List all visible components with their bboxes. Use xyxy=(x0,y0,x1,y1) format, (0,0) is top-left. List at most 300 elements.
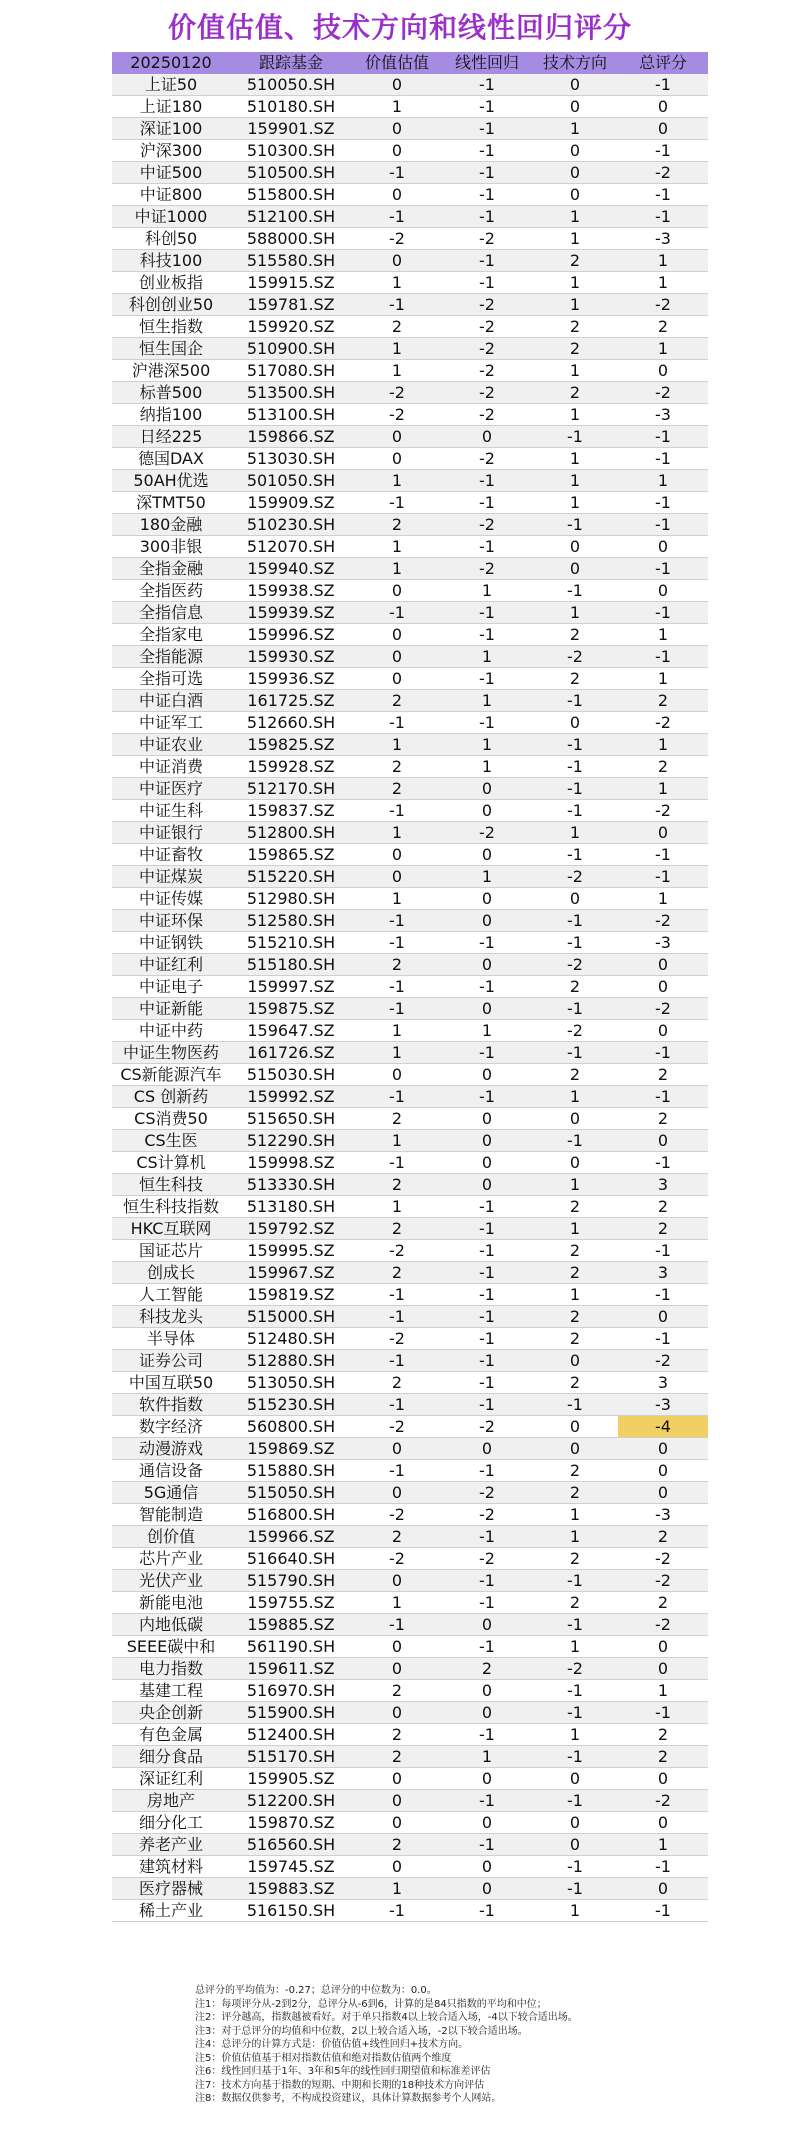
tech-score: -2 xyxy=(567,647,583,666)
tech-score: 0 xyxy=(569,185,581,204)
total-score: -2 xyxy=(655,1615,671,1634)
table-row xyxy=(112,360,708,382)
fund-code: 515800.SH xyxy=(246,185,336,204)
index-name: 中证银行 xyxy=(138,823,203,842)
linear-score: 1 xyxy=(481,757,493,776)
fund-code: 513100.SH xyxy=(246,405,336,424)
score-table xyxy=(112,52,708,1922)
index-name: 创业板指 xyxy=(138,273,203,292)
table-row xyxy=(112,1482,708,1504)
linear-score: 0 xyxy=(481,427,493,446)
linear-score: -1 xyxy=(479,1461,495,1480)
tech-score: -1 xyxy=(567,427,583,446)
footnote-line: 注8：数据仅供参考，不构成投资建议，具体计算数据参考个人网站。 xyxy=(195,2093,502,2104)
index-name: SEEE碳中和 xyxy=(126,1637,216,1656)
linear-score: 0 xyxy=(481,911,493,930)
value-score: -1 xyxy=(389,999,405,1018)
index-name: CS生医 xyxy=(144,1131,198,1150)
tech-score: 2 xyxy=(569,625,581,644)
table-row xyxy=(112,1284,708,1306)
index-name: 深证100 xyxy=(139,119,203,138)
total-score: 2 xyxy=(657,1065,669,1084)
index-name: 全指家电 xyxy=(138,625,203,644)
index-name: 中证煤炭 xyxy=(138,867,203,886)
value-score: -1 xyxy=(389,603,405,622)
value-score: -2 xyxy=(389,1549,405,1568)
tech-score: 0 xyxy=(569,141,581,160)
value-score: 1 xyxy=(391,1593,403,1612)
table-row xyxy=(112,1680,708,1702)
value-score: -1 xyxy=(389,207,405,226)
table-row xyxy=(112,932,708,954)
value-score: 1 xyxy=(391,1131,403,1150)
total-score: -3 xyxy=(655,405,671,424)
table-row xyxy=(112,426,708,448)
value-score: 2 xyxy=(391,1373,403,1392)
tech-score: 1 xyxy=(569,119,581,138)
total-score: -1 xyxy=(655,1329,671,1348)
linear-score: -1 xyxy=(479,207,495,226)
linear-score: -1 xyxy=(479,141,495,160)
table-row xyxy=(112,1636,708,1658)
linear-score: 0 xyxy=(481,889,493,908)
table-row xyxy=(112,250,708,272)
linear-score: -2 xyxy=(479,1483,495,1502)
fund-code: 159992.SZ xyxy=(247,1087,335,1106)
index-name: 180金融 xyxy=(139,515,203,534)
fund-code: 159825.SZ xyxy=(247,735,335,754)
index-name: 中证1000 xyxy=(134,207,208,226)
linear-score: -1 xyxy=(479,1901,495,1920)
tech-score: 1 xyxy=(569,361,581,380)
linear-score: -1 xyxy=(479,1835,495,1854)
linear-score: -2 xyxy=(479,1417,495,1436)
value-score: 2 xyxy=(391,955,403,974)
table-row xyxy=(112,1790,708,1812)
total-score: -1 xyxy=(655,493,671,512)
table-row xyxy=(112,272,708,294)
table-row xyxy=(112,888,708,910)
total-score: 0 xyxy=(657,581,669,600)
fund-code: 159611.SZ xyxy=(247,1659,335,1678)
linear-score: -2 xyxy=(479,449,495,468)
total-score: 1 xyxy=(657,669,669,688)
index-name: 新能电池 xyxy=(138,1593,203,1612)
index-name: 智能制造 xyxy=(138,1505,203,1524)
tech-score: 1 xyxy=(569,1087,581,1106)
index-name: 恒生国企 xyxy=(138,339,203,358)
table-row xyxy=(112,140,708,162)
value-score: 1 xyxy=(391,889,403,908)
table-row xyxy=(112,624,708,646)
table-row xyxy=(112,184,708,206)
index-name: 细分食品 xyxy=(138,1747,203,1766)
tech-score: -1 xyxy=(567,735,583,754)
table-row xyxy=(112,602,708,624)
index-name: 软件指数 xyxy=(138,1395,203,1414)
total-score: -1 xyxy=(655,559,671,578)
total-score: 2 xyxy=(657,1527,669,1546)
tech-score: 2 xyxy=(569,251,581,270)
tech-score: 2 xyxy=(569,1197,581,1216)
value-score: 1 xyxy=(391,97,403,116)
tech-score: -1 xyxy=(567,1131,583,1150)
tech-score: 1 xyxy=(569,207,581,226)
value-score: 0 xyxy=(391,1791,403,1810)
table-row xyxy=(112,1658,708,1680)
total-score: -3 xyxy=(655,1505,671,1524)
tech-score: 2 xyxy=(569,1373,581,1392)
linear-score: 0 xyxy=(481,779,493,798)
table-row xyxy=(112,74,708,96)
tech-score: 0 xyxy=(569,1153,581,1172)
fund-code: 510180.SH xyxy=(246,97,336,116)
fund-code: 161725.SZ xyxy=(247,691,335,710)
fund-code: 159940.SZ xyxy=(247,559,335,578)
linear-score: 1 xyxy=(481,691,493,710)
index-name: 创成长 xyxy=(146,1263,195,1282)
fund-code: 159997.SZ xyxy=(247,977,335,996)
total-score: 0 xyxy=(657,119,669,138)
header-linear: 线性回归 xyxy=(454,53,519,72)
table-body xyxy=(112,74,708,1922)
total-score: -1 xyxy=(655,845,671,864)
value-score: 0 xyxy=(391,625,403,644)
tech-score: 1 xyxy=(569,405,581,424)
index-name: 深证红利 xyxy=(138,1769,203,1788)
index-name: 国证芯片 xyxy=(138,1241,203,1260)
fund-code: 159967.SZ xyxy=(247,1263,335,1282)
table-row xyxy=(112,162,708,184)
table-row xyxy=(112,1614,708,1636)
fund-code: 513050.SH xyxy=(246,1373,336,1392)
index-name: 中证环保 xyxy=(138,911,203,930)
value-score: 0 xyxy=(391,1637,403,1656)
table-row xyxy=(112,1372,708,1394)
tech-score: 1 xyxy=(569,295,581,314)
value-score: 2 xyxy=(391,1109,403,1128)
total-score: -2 xyxy=(655,1549,671,1568)
fund-code: 512980.SH xyxy=(246,889,336,908)
footnote-line: 注6：线性回归基于1年、3年和5年的线性回归期望值和标准差评估 xyxy=(195,2066,491,2077)
table-row xyxy=(112,800,708,822)
total-score: -3 xyxy=(655,933,671,952)
tech-score: -1 xyxy=(567,845,583,864)
table-row xyxy=(112,844,708,866)
total-score: 0 xyxy=(657,1659,669,1678)
total-score: 2 xyxy=(657,1197,669,1216)
table-row xyxy=(112,1878,708,1900)
tech-score: 1 xyxy=(569,493,581,512)
fund-code: 515030.SH xyxy=(246,1065,336,1084)
fund-code: 501050.SH xyxy=(246,471,336,490)
total-score: -2 xyxy=(655,713,671,732)
table-header xyxy=(112,52,708,74)
value-score: 0 xyxy=(391,647,403,666)
index-name: 科创50 xyxy=(144,229,198,248)
total-score: 1 xyxy=(657,251,669,270)
total-score: -2 xyxy=(655,295,671,314)
index-name: 基建工程 xyxy=(138,1681,203,1700)
tech-score: 2 xyxy=(569,1241,581,1260)
index-name: 创价值 xyxy=(146,1527,195,1546)
total-score: 0 xyxy=(657,1637,669,1656)
tech-score: 0 xyxy=(569,1351,581,1370)
table-row xyxy=(112,1856,708,1878)
value-score: -1 xyxy=(389,1285,405,1304)
index-name: 上证50 xyxy=(144,75,198,94)
fund-code: 515050.SH xyxy=(246,1483,336,1502)
linear-score: -1 xyxy=(479,1571,495,1590)
linear-score: -1 xyxy=(479,977,495,996)
tech-score: 0 xyxy=(569,75,581,94)
footnote-line: 注1：每项评分从-2到2分，总评分从-6到6，计算的是84只指数的平均和中位； xyxy=(195,1998,547,2010)
tech-score: 2 xyxy=(569,669,581,688)
value-score: 2 xyxy=(391,1219,403,1238)
index-name: 纳指100 xyxy=(139,405,203,424)
fund-code: 510500.SH xyxy=(246,163,336,182)
tech-score: -1 xyxy=(567,779,583,798)
index-name: 科技龙头 xyxy=(138,1307,203,1326)
table-row xyxy=(112,338,708,360)
index-name: 数字经济 xyxy=(138,1417,203,1436)
tech-score: -1 xyxy=(567,515,583,534)
value-score: -1 xyxy=(389,977,405,996)
table-row xyxy=(112,316,708,338)
linear-score: 0 xyxy=(481,845,493,864)
linear-score: 0 xyxy=(481,1153,493,1172)
tech-score: -2 xyxy=(567,1659,583,1678)
tech-score: 1 xyxy=(569,823,581,842)
tech-score: -1 xyxy=(567,691,583,710)
table-row xyxy=(112,1020,708,1042)
linear-score: -1 xyxy=(479,669,495,688)
index-name: 中证军工 xyxy=(138,713,203,732)
index-name: 通信设备 xyxy=(138,1461,203,1480)
fund-code: 159870.SZ xyxy=(247,1813,335,1832)
total-score: 1 xyxy=(657,779,669,798)
total-score: 2 xyxy=(657,1593,669,1612)
fund-code: 159920.SZ xyxy=(247,317,335,336)
index-name: 中证红利 xyxy=(138,955,203,974)
index-name: 5G通信 xyxy=(143,1483,199,1502)
fund-code: 159792.SZ xyxy=(247,1219,335,1238)
tech-score: -1 xyxy=(567,1571,583,1590)
linear-score: -1 xyxy=(479,1395,495,1414)
header-total: 总评分 xyxy=(638,53,687,72)
total-score: 1 xyxy=(657,1681,669,1700)
total-score: 0 xyxy=(657,1483,669,1502)
total-score: 0 xyxy=(657,1769,669,1788)
table-row xyxy=(112,756,708,778)
total-score: -3 xyxy=(655,1395,671,1414)
tech-score: 2 xyxy=(569,317,581,336)
total-score: 3 xyxy=(657,1263,669,1282)
total-score: -2 xyxy=(655,1351,671,1370)
total-score: 1 xyxy=(657,339,669,358)
total-score: 0 xyxy=(657,823,669,842)
linear-score: -2 xyxy=(479,405,495,424)
table-row xyxy=(112,1438,708,1460)
fund-code: 515170.SH xyxy=(246,1747,336,1766)
index-name: 恒生指数 xyxy=(138,317,203,336)
value-score: 0 xyxy=(391,1857,403,1876)
fund-code: 159915.SZ xyxy=(247,273,335,292)
index-name: 中证中药 xyxy=(138,1021,203,1040)
fund-code: 515180.SH xyxy=(246,955,336,974)
total-score: 1 xyxy=(657,735,669,754)
total-score: 2 xyxy=(657,1725,669,1744)
value-score: 1 xyxy=(391,735,403,754)
tech-score: 2 xyxy=(569,1329,581,1348)
index-name: 人工智能 xyxy=(138,1285,203,1304)
value-score: -1 xyxy=(389,713,405,732)
index-name: 中证生物医药 xyxy=(122,1043,219,1062)
value-score: 0 xyxy=(391,1813,403,1832)
tech-score: 0 xyxy=(569,537,581,556)
linear-score: 0 xyxy=(481,999,493,1018)
linear-score: -1 xyxy=(479,537,495,556)
table-row xyxy=(112,470,708,492)
total-score: -2 xyxy=(655,1571,671,1590)
value-score: 0 xyxy=(391,581,403,600)
tech-score: 1 xyxy=(569,1637,581,1656)
fund-code: 515210.SH xyxy=(246,933,336,952)
total-score: 0 xyxy=(657,955,669,974)
fund-code: 513330.SH xyxy=(246,1175,336,1194)
tech-score: -1 xyxy=(567,1043,583,1062)
linear-score: -2 xyxy=(479,361,495,380)
total-score: 2 xyxy=(657,317,669,336)
linear-score: -1 xyxy=(479,713,495,732)
linear-score: -2 xyxy=(479,559,495,578)
index-name: 恒生科技指数 xyxy=(122,1197,219,1216)
index-name: 50AH优选 xyxy=(133,471,209,490)
tech-score: 2 xyxy=(569,1549,581,1568)
total-score: -1 xyxy=(655,141,671,160)
total-score: 2 xyxy=(657,691,669,710)
tech-score: -1 xyxy=(567,1879,583,1898)
table-row xyxy=(112,96,708,118)
table-row xyxy=(112,1108,708,1130)
linear-score: -1 xyxy=(479,1351,495,1370)
total-score: 0 xyxy=(657,1439,669,1458)
index-name: 光伏产业 xyxy=(138,1571,203,1590)
value-score: 1 xyxy=(391,559,403,578)
fund-code: 159928.SZ xyxy=(247,757,335,776)
total-score: 3 xyxy=(657,1373,669,1392)
value-score: 1 xyxy=(391,471,403,490)
linear-score: 1 xyxy=(481,1747,493,1766)
value-score: 1 xyxy=(391,361,403,380)
footnotes xyxy=(195,1984,755,2106)
value-score: 0 xyxy=(391,1065,403,1084)
table-row xyxy=(112,492,708,514)
value-score: -2 xyxy=(389,1505,405,1524)
linear-score: 1 xyxy=(481,867,493,886)
fund-code: 510300.SH xyxy=(246,141,336,160)
tech-score: 0 xyxy=(569,163,581,182)
linear-score: -1 xyxy=(479,1285,495,1304)
total-score: -1 xyxy=(655,75,671,94)
linear-score: 0 xyxy=(481,1175,493,1194)
linear-score: 1 xyxy=(481,1021,493,1040)
fund-code: 515000.SH xyxy=(246,1307,336,1326)
index-name: 房地产 xyxy=(146,1791,195,1810)
tech-score: 1 xyxy=(569,229,581,248)
table-row xyxy=(112,1196,708,1218)
tech-score: 0 xyxy=(569,1769,581,1788)
fund-code: 515580.SH xyxy=(246,251,336,270)
tech-score: -1 xyxy=(567,911,583,930)
fund-code: 512800.SH xyxy=(246,823,336,842)
linear-score: -2 xyxy=(479,383,495,402)
tech-score: 1 xyxy=(569,1725,581,1744)
tech-score: 1 xyxy=(569,1901,581,1920)
table-row xyxy=(112,1702,708,1724)
index-name: 中证白酒 xyxy=(138,691,203,710)
linear-score: -1 xyxy=(479,1593,495,1612)
linear-score: 0 xyxy=(481,1065,493,1084)
linear-score: 0 xyxy=(481,1439,493,1458)
header-value: 价值估值 xyxy=(364,53,429,72)
tech-score: 1 xyxy=(569,1527,581,1546)
fund-code: 512660.SH xyxy=(246,713,336,732)
index-name: 中证500 xyxy=(139,163,203,182)
table-row xyxy=(112,822,708,844)
linear-score: -1 xyxy=(479,493,495,512)
total-score: 0 xyxy=(657,977,669,996)
fund-code: 159875.SZ xyxy=(247,999,335,1018)
table-row xyxy=(112,448,708,470)
table-row xyxy=(112,1460,708,1482)
total-score: -1 xyxy=(655,185,671,204)
fund-code: 516800.SH xyxy=(246,1505,336,1524)
index-name: 半导体 xyxy=(146,1329,195,1348)
total-score: -1 xyxy=(655,1087,671,1106)
fund-code: 515790.SH xyxy=(246,1571,336,1590)
index-name: 动漫游戏 xyxy=(138,1439,203,1458)
value-score: -2 xyxy=(389,1417,405,1436)
value-score: -1 xyxy=(389,493,405,512)
linear-score: 0 xyxy=(481,1109,493,1128)
value-score: 0 xyxy=(391,867,403,886)
tech-score: 1 xyxy=(569,603,581,622)
value-score: -1 xyxy=(389,1153,405,1172)
tech-score: 2 xyxy=(569,1593,581,1612)
value-score: 0 xyxy=(391,251,403,270)
fund-code: 159837.SZ xyxy=(247,801,335,820)
fund-code: 159901.SZ xyxy=(247,119,335,138)
total-score: 0 xyxy=(657,361,669,380)
value-score: 2 xyxy=(391,1263,403,1282)
value-score: 0 xyxy=(391,1703,403,1722)
total-score: 1 xyxy=(657,1835,669,1854)
tech-score: 2 xyxy=(569,1065,581,1084)
linear-score: 0 xyxy=(481,1813,493,1832)
tech-score: 0 xyxy=(569,1439,581,1458)
tech-score: 2 xyxy=(569,977,581,996)
index-name: 中证新能 xyxy=(138,999,203,1018)
table-row xyxy=(112,558,708,580)
value-score: 2 xyxy=(391,1725,403,1744)
fund-code: 512200.SH xyxy=(246,1791,336,1810)
header-fund: 跟踪基金 xyxy=(258,53,323,72)
total-score: -2 xyxy=(655,1791,671,1810)
table-row xyxy=(112,294,708,316)
index-name: 芯片产业 xyxy=(138,1549,203,1568)
value-score: -1 xyxy=(389,801,405,820)
